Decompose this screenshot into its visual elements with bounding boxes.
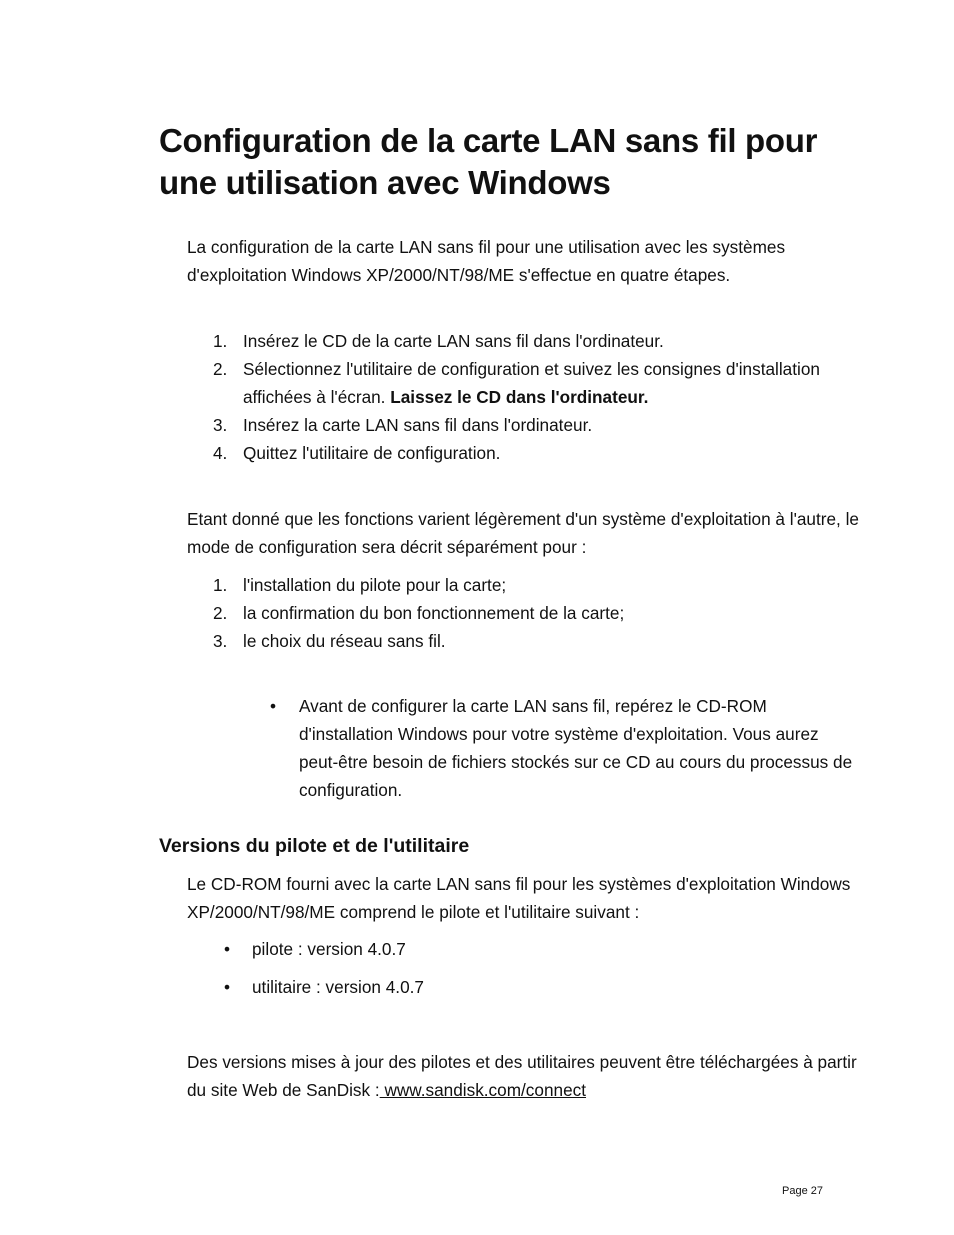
list-item: [187, 355, 867, 411]
bullet-icon: •: [224, 977, 231, 997]
intro-paragraph: La configuration de la carte LAN sans fil pour une utilisation avec les systèmes d'exploitation Windows XP/2000/NT/98/ME s'effectue en quatre étapes.: [187, 237, 786, 285]
list-item-text: Insérez la carte LAN sans fil dans l'ordinateur.: [243, 415, 593, 435]
list-item: [224, 935, 824, 963]
list-item: [187, 627, 867, 655]
list-number: 3.: [213, 415, 228, 435]
list-item-text: Insérez le CD de la carte LAN sans fil dans l'ordinateur.: [243, 331, 664, 351]
download-text: Des versions mises à jour des pilotes et des utilitaires peuvent être téléchargées à partir du site Web de SanDisk :: [187, 1052, 857, 1100]
version-text: pilote : version 4.0.7: [252, 939, 406, 959]
list-item-text: Quittez l'utilitaire de configuration.: [243, 443, 501, 463]
version-text: utilitaire : version 4.0.7: [252, 977, 424, 997]
os-paragraph: Etant donné que les fonctions varient légèrement d'un système d'exploitation à l'autre, le mode de configuration sera décrit séparément pour :: [187, 509, 859, 557]
note-list: [270, 692, 860, 804]
versions-paragraph: Le CD-ROM fourni avec la carte LAN sans fil pour les systèmes d'exploitation Windows XP/2000/NT/98/ME comprend le pilote et l'utilitaire suivant :: [187, 874, 851, 922]
list-item: [224, 973, 824, 1001]
page-title: Configuration de la carte LAN sans fil pour une utilisation avec Windows: [159, 122, 818, 201]
versions-heading: Versions du pilote et de l'utilitaire: [159, 835, 470, 857]
list-item-text: Sélectionnez l'utilitaire de configuration et suivez les consignes d'installation affichées à l'écran.: [243, 359, 820, 407]
list-number: 4.: [213, 443, 228, 463]
note-item: [270, 692, 860, 804]
setup-steps-list: [187, 327, 867, 467]
download-paragraph: [187, 1048, 867, 1104]
list-number: 1.: [213, 575, 228, 595]
os-topics-list: [187, 571, 867, 655]
bullet-icon: •: [224, 939, 231, 959]
bullet-icon: •: [270, 696, 277, 716]
list-number: 1.: [213, 331, 228, 351]
page-number: Page 27: [782, 1185, 823, 1197]
list-number: 3.: [213, 631, 228, 651]
sandisk-link[interactable]: www.sandisk.com/connect: [379, 1080, 587, 1100]
list-number: 2.: [213, 359, 228, 379]
list-item-text: le choix du réseau sans fil.: [243, 631, 446, 651]
list-item-text: la confirmation du bon fonctionnement de la carte;: [243, 603, 625, 623]
list-item: [187, 571, 867, 599]
versions-list: [224, 935, 824, 1001]
emphasis-text: Laissez le CD dans l'ordinateur.: [390, 387, 649, 407]
list-item: [187, 599, 867, 627]
list-item: [187, 327, 867, 355]
list-item: [187, 439, 867, 467]
list-item: [187, 411, 867, 439]
note-text: Avant de configurer la carte LAN sans fil, repérez le CD-ROM d'installation Windows pour votre système d'exploitation. Vous aurez peut-être besoin de fichiers stockés sur ce CD au cours du processus de configuration.: [299, 696, 853, 800]
list-item-text: l'installation du pilote pour la carte;: [243, 575, 507, 595]
list-number: 2.: [213, 603, 228, 623]
